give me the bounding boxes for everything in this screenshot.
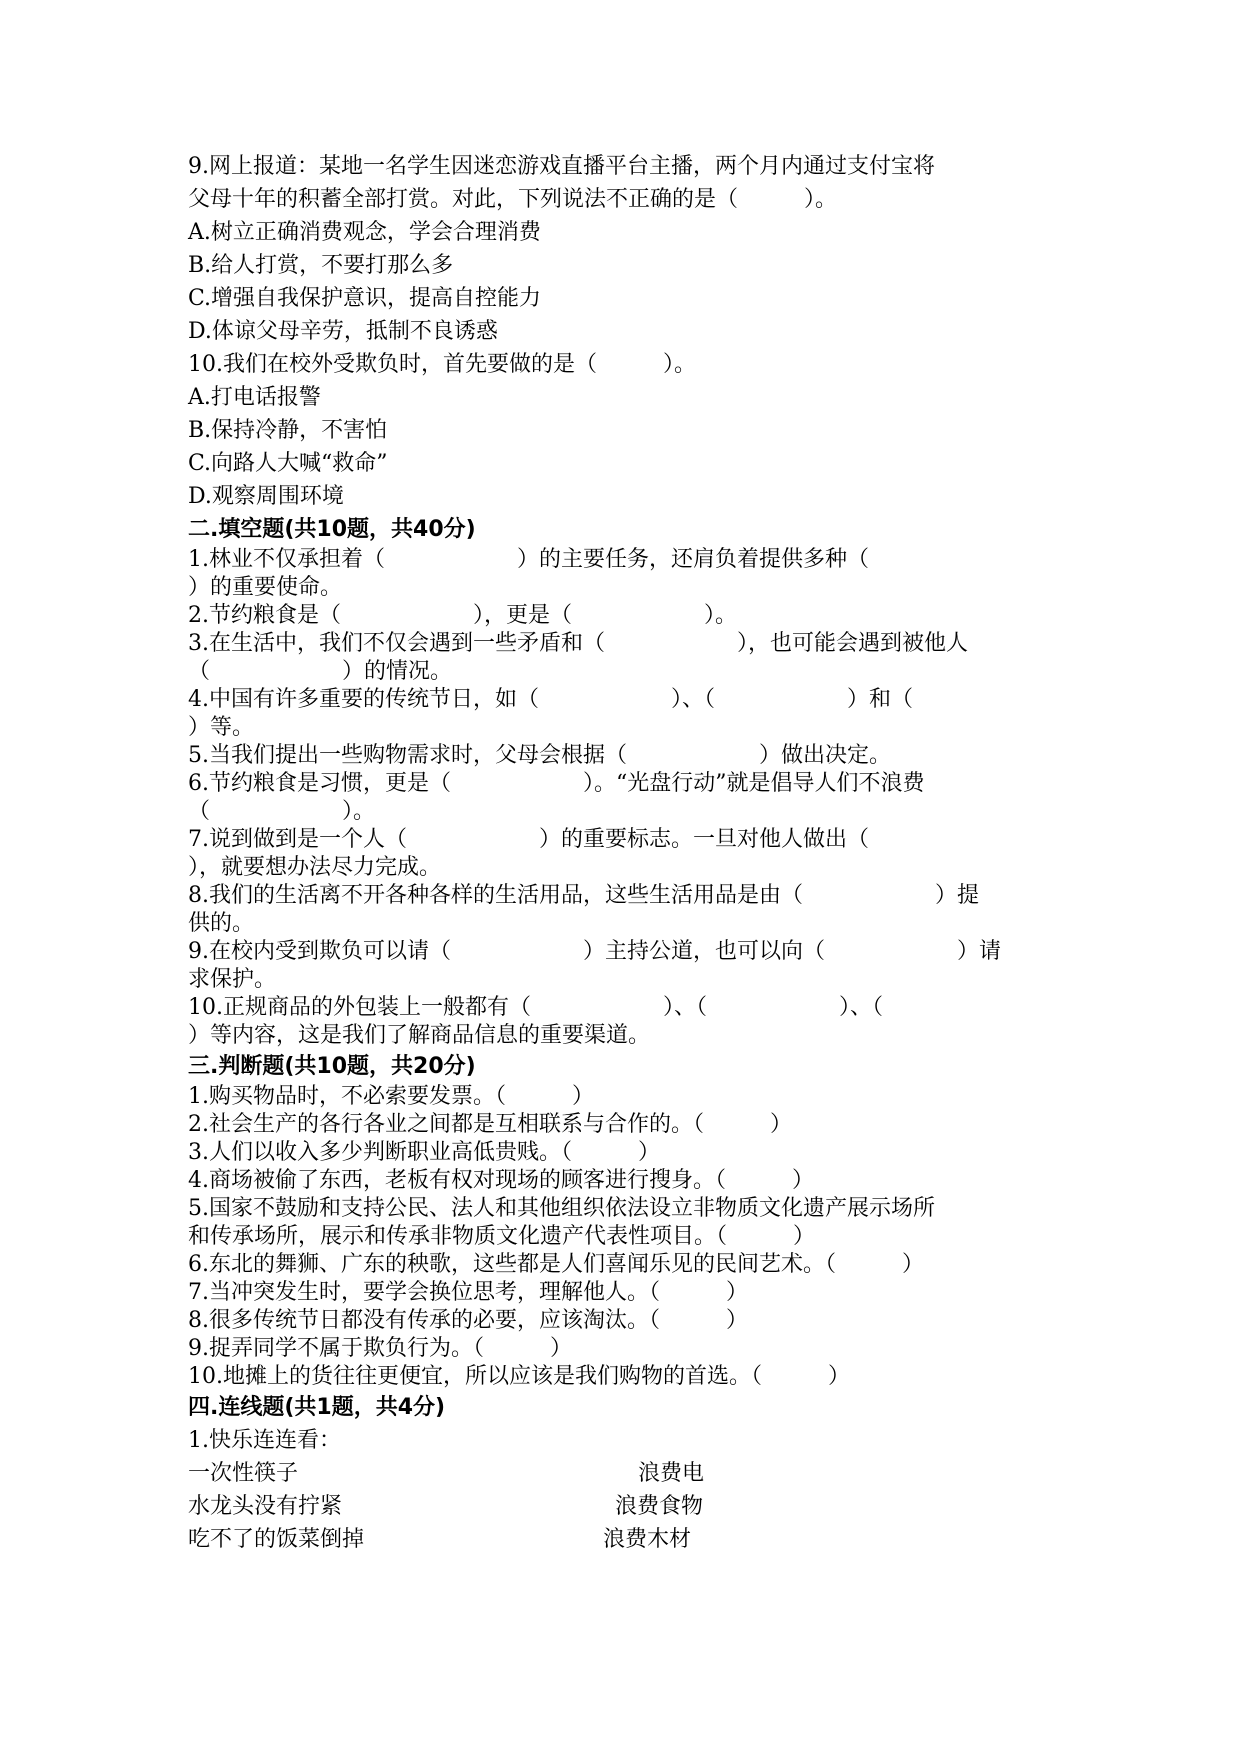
judge-line: 和传承场所，展示和传承非物质文化遗产代表性项目。（ ）: [188, 1224, 816, 1249]
option-a: A.打电话报警: [188, 385, 321, 410]
section-heading-judge: 三.判断题(共10题，共20分): [188, 1054, 476, 1079]
fill-line: 9.在校内受到欺负可以请（ ）主持公道，也可以向（ ）请: [188, 939, 1001, 964]
exam-page: [188, 150, 1068, 1556]
option-b: B.给人打赏，不要打那么多: [188, 253, 454, 278]
fill-line: 1.林业不仅承担着（ ）的主要任务，还肩负着提供多种（: [188, 547, 869, 572]
mc-question-9: [188, 150, 1068, 348]
fill-line: 6.节约粮食是习惯，更是（ ）。“光盘行动”就是倡导人们不浪费: [188, 771, 925, 796]
fill-line: ）的重要使命。: [188, 575, 343, 600]
fill-line: 5.当我们提出一些购物需求时，父母会根据（ ）做出决定。: [188, 743, 891, 768]
fill-line: 求保护。: [188, 967, 277, 992]
fill-line: 4.中国有许多重要的传统节日，如（ ）、（ ）和（: [188, 687, 913, 712]
judge-line: 3.人们以收入多少判断职业高低贵贱。（ ）: [188, 1140, 660, 1165]
fill-section: [188, 546, 1068, 1050]
fill-line: （ ）。: [188, 799, 376, 824]
judge-line: 8.很多传统节日都没有传承的必要，应该淘汰。（ ）: [188, 1308, 748, 1333]
match-row: [188, 1523, 1068, 1556]
option-d: D.观察周围环境: [188, 484, 344, 509]
judge-line: 7.当冲突发生时，要学会换位思考，理解他人。（ ）: [188, 1280, 748, 1305]
fill-line: 2.节约粮食是（ ），更是（ ）。: [188, 603, 737, 628]
fill-line: 供的。: [188, 911, 255, 936]
mc-question-10: [188, 348, 1068, 513]
judge-line: 10.地摊上的货往往更便宜，所以应该是我们购物的首选。（ ）: [188, 1364, 850, 1389]
fill-line: ），就要想办法尽力完成。: [188, 855, 442, 880]
match-question: 1.快乐连连看：: [188, 1428, 341, 1453]
match-left-item: 一次性筷子: [188, 1461, 299, 1486]
fill-line: 8.我们的生活离不开各种各样的生活用品，这些生活用品是由（ ）提: [188, 883, 979, 908]
judge-line: 2.社会生产的各行各业之间都是互相联系与合作的。（ ）: [188, 1112, 792, 1137]
section-heading-fill: 二.填空题(共10题，共40分): [188, 517, 476, 542]
option-b: B.保持冷静，不害怕: [188, 418, 388, 443]
match-right-item: 浪费电: [638, 1461, 705, 1486]
match-right-item: 浪费木材: [603, 1527, 692, 1552]
match-right-item: 浪费食物: [615, 1494, 704, 1519]
fill-line: ）等内容，这是我们了解商品信息的重要渠道。: [188, 1023, 651, 1048]
fill-line: 10.正规商品的外包装上一般都有（ ）、（ ）、（: [188, 995, 883, 1020]
match-left-item: 吃不了的饭菜倒掉: [188, 1527, 365, 1552]
option-d: D.体谅父母辛劳，抵制不良诱惑: [188, 319, 498, 344]
fill-line: （ ）的情况。: [188, 659, 453, 684]
question-stem: 父母十年的积蓄全部打赏。对此，下列说法不正确的是（ ）。: [188, 187, 838, 212]
question-stem: 9.网上报道：某地一名学生因迷恋游戏直播平台主播，两个月内通过支付宝将: [188, 154, 935, 179]
judge-section: [188, 1083, 1068, 1391]
option-c: C.向路人大喊“救命”: [188, 451, 388, 476]
fill-line: 7.说到做到是一个人（ ）的重要标志。一旦对他人做出（: [188, 827, 869, 852]
match-row: [188, 1457, 1068, 1490]
judge-line: 1.购买物品时，不必索要发票。（ ）: [188, 1084, 594, 1109]
judge-line: 6.东北的舞狮、广东的秧歌，这些都是人们喜闻乐见的民间艺术。（ ）: [188, 1252, 924, 1277]
option-a: A.树立正确消费观念，学会合理消费: [188, 220, 541, 245]
judge-line: 4.商场被偷了东西，老板有权对现场的顾客进行搜身。（ ）: [188, 1168, 814, 1193]
fill-line: ）等。: [188, 715, 255, 740]
fill-line: 3.在生活中，我们不仅会遇到一些矛盾和（ ），也可能会遇到被他人: [188, 631, 968, 656]
judge-line: 5.国家不鼓励和支持公民、法人和其他组织依法设立非物质文化遗产展示场所: [188, 1196, 935, 1221]
match-section: [188, 1424, 1068, 1556]
match-left-item: 水龙头没有拧紧: [188, 1494, 343, 1519]
option-c: C.增强自我保护意识，提高自控能力: [188, 286, 542, 311]
judge-line: 9.捉弄同学不属于欺负行为。（ ）: [188, 1336, 572, 1361]
section-heading-match: 四.连线题(共1题，共4分): [188, 1395, 446, 1420]
match-row: [188, 1490, 1068, 1523]
question-stem: 10.我们在校外受欺负时，首先要做的是（ ）。: [188, 352, 696, 377]
